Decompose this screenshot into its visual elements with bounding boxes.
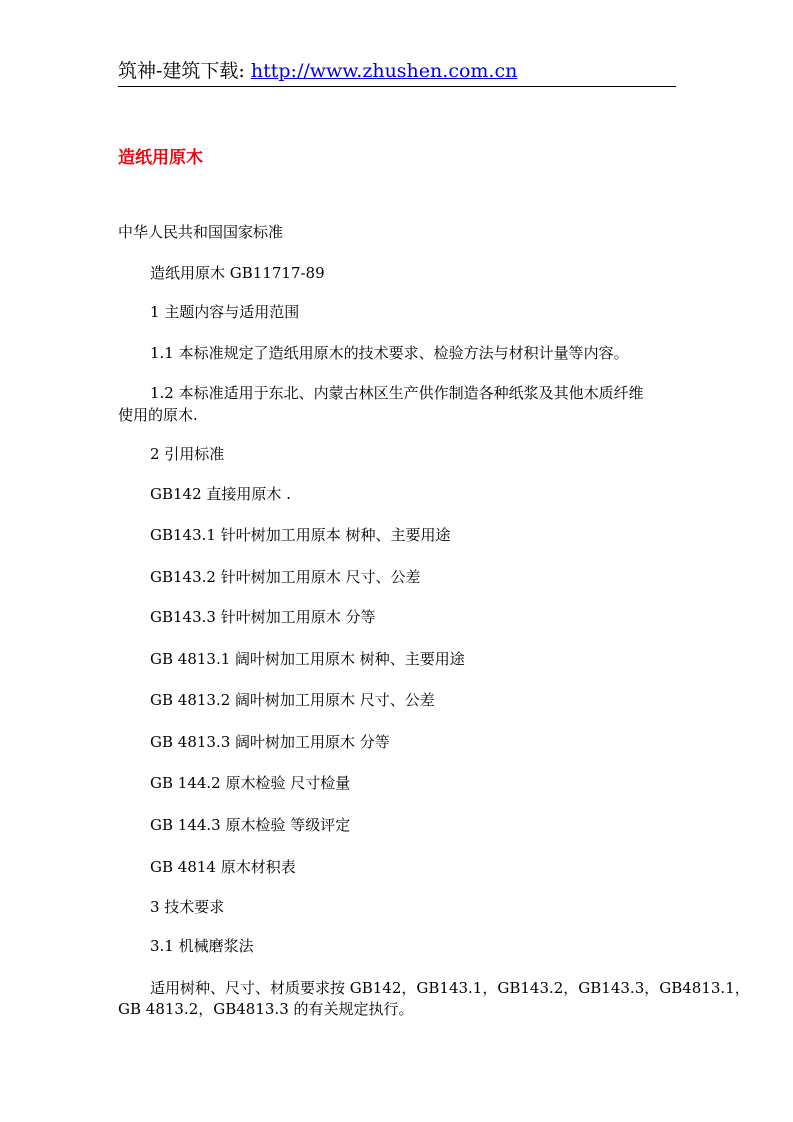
reference-item: GB 4814 原木材积表 <box>150 858 296 876</box>
standard-category: 中华人民共和国国家标准 <box>118 223 284 241</box>
reference-item: GB 144.3 原木检验 等级评定 <box>150 816 351 834</box>
section-heading-1: 1 主题内容与适用范围 <box>150 303 300 321</box>
clause-3-1-text: 适用树种、尺寸、材质要求按 GB142，GB143.1，GB143.2，GB143.3，GB4813.1， <box>150 979 750 997</box>
clause-3-1-text-continued: GB 4813.2，GB4813.3 的有关规定执行。 <box>118 1000 414 1018</box>
clause-1-2-continued: 使用的原木. <box>118 406 198 424</box>
clause-3-1: 3.1 机械磨浆法 <box>150 937 254 955</box>
reference-item: GB 144.2 原木检验 尺寸检量 <box>150 774 351 792</box>
header-site-name: 筑神-建筑下载: <box>118 60 251 82</box>
section-heading-3: 3 技术要求 <box>150 898 225 916</box>
reference-item: GB 4813.1 阔叶树加工用原木 树种、主要用途 <box>150 650 465 668</box>
reference-item: GB 4813.3 阔叶树加工用原木 分等 <box>150 733 390 751</box>
reference-item: GB143.2 针叶树加工用原木 尺寸、公差 <box>150 568 421 586</box>
standard-name: 造纸用原木 GB11717-89 <box>150 264 325 282</box>
header-url-link[interactable]: http://www.zhushen.com.cn <box>250 60 518 82</box>
clause-1-2: 1.2 本标准适用于东北、内蒙古林区生产供作制造各种纸浆及其他木质纤维 <box>150 384 644 402</box>
reference-item: GB143.1 针叶树加工用原本 树种、主要用途 <box>150 526 451 544</box>
reference-item: GB142 直接用原木 . <box>150 485 291 503</box>
page-header <box>118 58 676 87</box>
clause-1-1: 1.1 本标准规定了造纸用原木的技术要求、检验方法与材积计量等内容。 <box>150 344 629 362</box>
section-heading-2: 2 引用标准 <box>150 445 225 463</box>
document-title: 造纸用原木 <box>118 148 203 168</box>
reference-item: GB143.3 针叶树加工用原木 分等 <box>150 608 376 626</box>
reference-item: GB 4813.2 阔叶树加工用原木 尺寸、公差 <box>150 691 435 709</box>
